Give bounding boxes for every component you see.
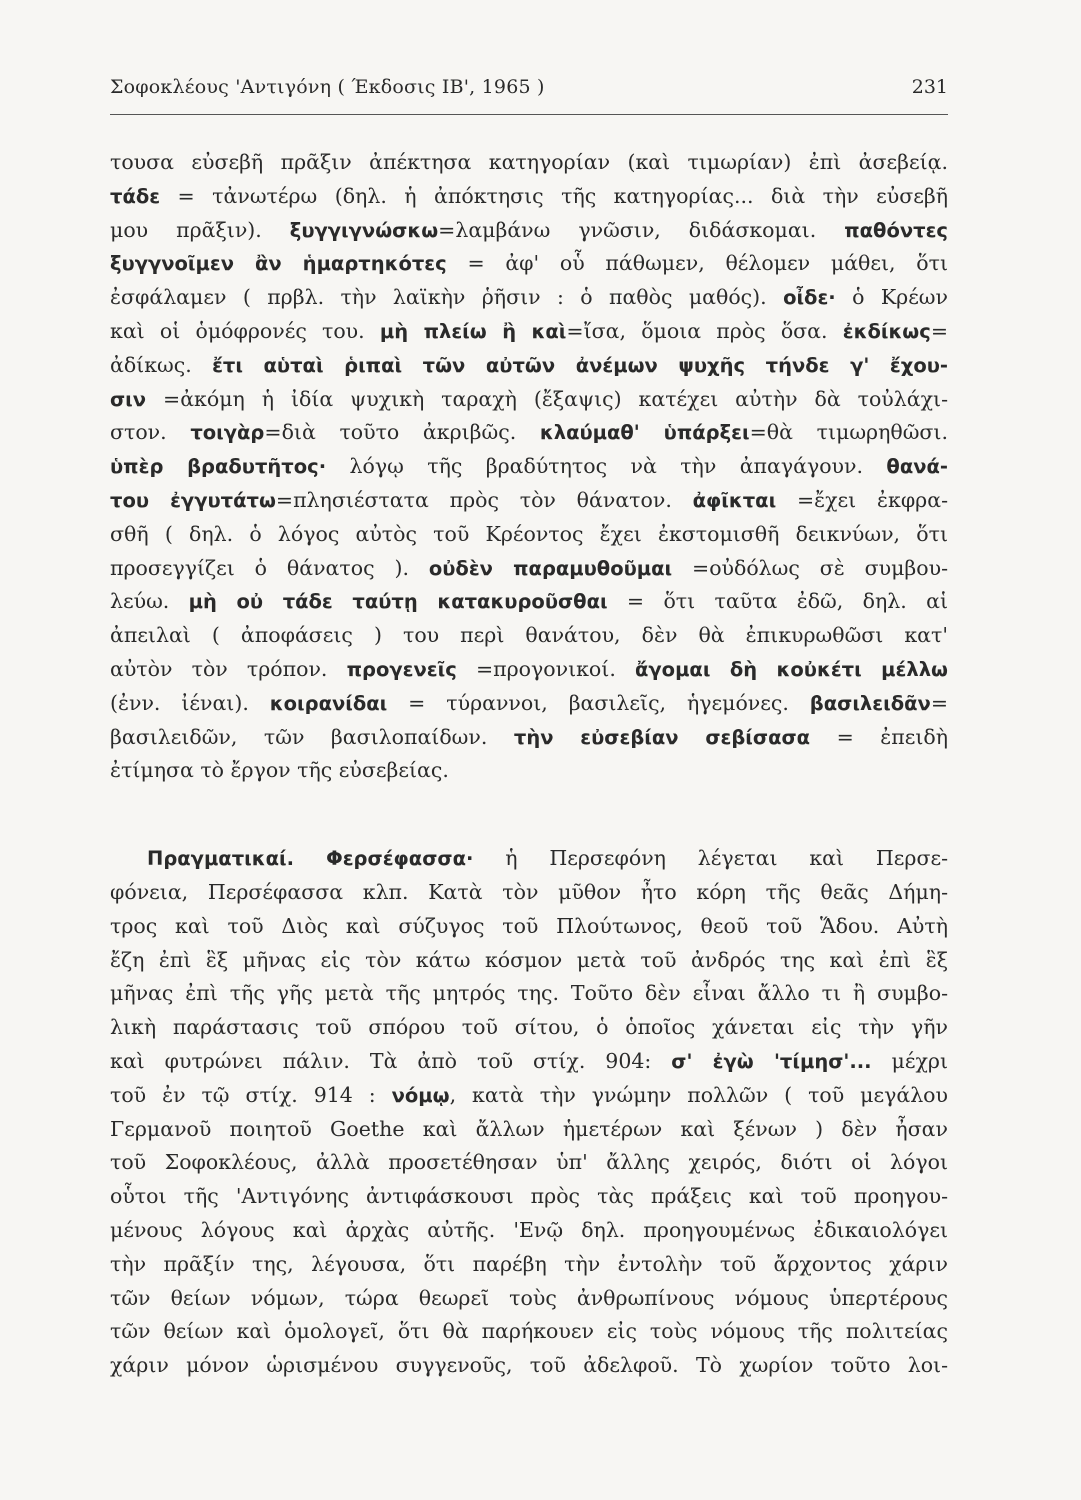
text-line	[110, 1045, 948, 1079]
gloss-text: τὴν πρᾶξίν της, λέγουσα, ὅτι παρέβη τὴν ἐντολὴν τοῦ ἄρχοντος χάριν	[110, 1251, 948, 1276]
lemma-term: τάδε	[110, 184, 161, 208]
lemma-term: ὑπὲρ βραδυτῆτος·	[110, 455, 327, 479]
lemma-term: παθόντες	[844, 218, 948, 242]
gloss-text: λεύω.	[110, 589, 189, 614]
gloss-text: =	[930, 690, 948, 715]
lemma-term: ἐκδίκως	[842, 319, 931, 343]
text-line	[110, 349, 948, 383]
text-line	[110, 1180, 948, 1214]
gloss-text: ἔζη ἐπὶ ἓξ μῆνας εἰς τὸν κάτω κόσμον μετὰ τοῦ ἀνδρός της καὶ ἐπὶ ἓξ	[110, 947, 948, 972]
text-line	[110, 1146, 948, 1180]
gloss-text: προσεγγίζει ὁ θάνατος ).	[110, 555, 429, 580]
lemma-term: μὴ πλείω ἢ καὶ	[379, 319, 567, 343]
gloss-text: =διὰ τοῦτο ἀκριβῶς.	[264, 420, 540, 445]
gloss-text: ἡ Περσεφόνη λέγεται καὶ Περσε-	[473, 846, 948, 870]
lemma-term: ἀφῖκται	[692, 488, 777, 512]
text-line	[110, 944, 948, 978]
gloss-text: μένους λόγους καὶ ἀρχὰς αὐτῆς. 'Ενῷ δηλ. προηγουμένως ἐδικαιολόγει	[110, 1217, 948, 1242]
lemma-term: ἔτι αὑταὶ ῥιπαὶ τῶν αὐτῶν ἀνέμων ψυχῆς τήνδε γ' ἔχου-	[212, 353, 948, 377]
text-line	[110, 977, 948, 1011]
gloss-text: ἐσφάλαμεν ( πρβλ. τὴν λαϊκὴν ῥῆσιν : ὁ παθὸς μαθός).	[110, 285, 784, 310]
gloss-text: οὗτοι τῆς 'Αντιγόνης ἀντιφάσκουσι πρὸς τὰς πράξεις καὶ τοῦ προηγου-	[110, 1184, 948, 1209]
lemma-term: νόμῳ	[391, 1083, 450, 1107]
text-line	[110, 1349, 948, 1383]
lemma-term: κοιρανίδαι	[269, 691, 388, 715]
text-line	[110, 214, 948, 248]
gloss-text: =λαμβάνω γνῶσιν, διδάσκομαι.	[438, 217, 845, 242]
gloss-text: τρος καὶ τοῦ Διὸς καὶ σύζυγος τοῦ Πλούτωνος, θεοῦ τοῦ Ἅδου. Αὐτὴ	[110, 913, 948, 938]
gloss-text: τοῦ Σοφοκλέους, ἀλλὰ προσετέθησαν ὑπ' ἄλλης χειρός, διότι οἱ λόγοι	[110, 1150, 948, 1175]
lemma-term: μὴ οὐ τάδε ταύτῃ κατακυροῦσθαι	[188, 590, 608, 614]
lemma-term: σιν	[110, 387, 147, 411]
gloss-text: = ἀφ' οὗ πάθωμεν, θέλομεν μάθει, ὅτι	[446, 251, 948, 276]
text-line	[110, 416, 948, 450]
text-line	[110, 1282, 948, 1316]
gloss-text: =ἔχει ἐκφρα-	[776, 487, 948, 512]
text-line	[110, 450, 948, 484]
lemma-term: οἶδε·	[783, 286, 836, 310]
lemma-term: ξυγγιγνώσκω	[289, 218, 439, 242]
text-line	[110, 876, 948, 910]
gloss-text: χάριν μόνον ὡρισμένου συγγενοῦς, τοῦ ἀδελφοῦ. Τὸ χωρίον τοῦτο λοι-	[110, 1353, 948, 1378]
text-line	[110, 1113, 948, 1147]
text-line	[110, 518, 948, 552]
text-line	[110, 180, 948, 214]
gloss-text: = τύραννοι, βασιλεῖς, ἡγεμόνες.	[387, 690, 810, 715]
gloss-text: (ἐνν. ἰέναι).	[110, 690, 270, 715]
gloss-text: , κατὰ τὴν γνώμην πολλῶν ( τοῦ μεγάλου	[449, 1082, 948, 1107]
text-line	[110, 247, 948, 281]
text-line	[110, 653, 948, 687]
gloss-text: ἐτίμησα τὸ ἔργον τῆς εὐσεβείας.	[110, 758, 449, 783]
gloss-text: =ἴσα, ὅμοια πρὸς ὅσα.	[566, 318, 843, 343]
gloss-text: ὁ Κρέων	[835, 285, 948, 310]
gloss-text: στον.	[110, 420, 191, 445]
gloss-text: τῶν θείων καὶ ὁμολογεῖ, ὅτι θὰ παρήκουεν εἰς τοὺς νόμους τῆς πολιτείας	[110, 1319, 948, 1344]
text-line	[110, 552, 948, 586]
gloss-text: Γερμανοῦ ποιητοῦ Goethe καὶ ἄλλων ἡμετέρων καὶ ξένων ) δὲν ἦσαν	[110, 1116, 948, 1141]
section-paragraph	[110, 876, 948, 1383]
text-line	[110, 754, 948, 788]
page-number: 231	[911, 76, 948, 98]
lemma-term: Πραγματικαί. Φερσέφασσα·	[147, 847, 474, 870]
gloss-text: μέχρι	[871, 1048, 948, 1073]
gloss-text: =	[930, 318, 948, 343]
lemma-term: τοιγὰρ	[190, 421, 265, 445]
gloss-text: ἀπειλαὶ ( ἀποφάσεις ) του περὶ θανάτου, δὲν θὰ ἐπικυρωθῶσι κατ'	[110, 623, 948, 648]
lemma-term: κλαύμαθ' ὑπάρξει	[539, 421, 750, 445]
gloss-text: βασιλειδῶν, τῶν βασιλοπαίδων.	[110, 724, 514, 749]
commentary-paragraph	[110, 146, 948, 788]
gloss-text: λικὴ παράστασις τοῦ σπόρου τοῦ σίτου, ὁ ὁποῖος χάνεται εἰς τὴν γῆν	[110, 1015, 948, 1040]
lemma-term: ἄγομαι δὴ κοὐκέτι μέλλω	[635, 657, 948, 681]
gloss-text: λόγῳ τῆς βραδύτητος νὰ τὴν ἀπαγάγουν.	[326, 454, 887, 479]
gloss-text: τουσα εὐσεβῆ πρᾶξιν ἀπέκτησα κατηγορίαν (καὶ τιμωρίαν) ἐπὶ ἀσεβείᾳ.	[110, 150, 948, 174]
gloss-text: = τἀνωτέρω (δηλ. ἡ ἀπόκτησις τῆς κατηγορίας... διὰ τὴν εὐσεβῆ	[160, 183, 948, 208]
gloss-text: καὶ οἱ ὁμόφρονές του.	[110, 318, 380, 343]
gloss-text: μῆνας ἐπὶ τῆς γῆς μετὰ τῆς μητρός της. Τοῦτο δὲν εἶναι ἄλλο τι ἢ συμβο-	[110, 981, 948, 1006]
gloss-text: =ἀκόμη ἡ ἰδία ψυχικὴ ταραχὴ (ἔξαψις) κατέχει αὐτὴν δὰ τοὐλάχι-	[146, 386, 948, 411]
lemma-term: θανά-	[886, 455, 948, 479]
text-line	[110, 910, 948, 944]
lemma-term: οὐδὲν παραμυθοῦμαι	[428, 556, 673, 580]
lemma-term: του ἐγγυτάτω	[110, 488, 276, 512]
lemma-term: βασιλειδᾶν	[809, 691, 931, 715]
lemma-term: προγενεῖς	[346, 657, 457, 681]
text-line	[110, 1248, 948, 1282]
gloss-text: =πλησιέστατα πρὸς τὸν θάνατον.	[275, 487, 693, 512]
gloss-text: =οὐδόλως σὲ συμβου-	[672, 555, 948, 580]
gloss-text: = ὅτι ταῦτα ἐδῶ, δηλ. αἱ	[607, 589, 948, 614]
gloss-text: σθῆ ( δηλ. ὁ λόγος αὐτὸς τοῦ Κρέοντος ἔχει ἐκστομισθῆ δεικνύων, ὅτι	[110, 521, 948, 546]
text-line	[110, 484, 948, 518]
gloss-text: μου πρᾶξιν).	[110, 217, 290, 242]
running-title: Σοφοκλέους 'Αντιγόνη ( Έκδοσις ΙΒ', 1965 )	[110, 76, 545, 98]
text-line	[110, 585, 948, 619]
text-line	[110, 721, 948, 755]
gloss-text: αὐτὸν τὸν τρόπον.	[110, 656, 347, 681]
text-line	[110, 1214, 948, 1248]
section-heading-line	[147, 842, 948, 876]
text-line	[110, 146, 948, 180]
lemma-term: σ' ἐγὼ 'τίμησ'...	[671, 1049, 872, 1073]
lemma-term: τὴν εὐσεβίαν σεβίσασα	[513, 725, 811, 749]
text-line	[110, 1011, 948, 1045]
running-header	[110, 76, 948, 115]
text-line	[110, 315, 948, 349]
text-line	[110, 1079, 948, 1113]
text-line	[110, 1315, 948, 1349]
text-line	[110, 619, 948, 653]
gloss-text: φόνεια, Περσέφασσα κλπ. Κατὰ τὸν μῦθον ἦτο κόρη τῆς θεᾶς Δήμη-	[110, 880, 948, 904]
gloss-text: =προγονικοί.	[456, 656, 635, 681]
gloss-text: = ἐπειδὴ	[810, 724, 948, 749]
gloss-text: =θὰ τιμωρηθῶσι.	[749, 420, 948, 445]
text-line	[110, 383, 948, 417]
gloss-text: ἀδίκως.	[110, 352, 213, 377]
gloss-text: τῶν θείων νόμων, τώρα θεωρεῖ τοὺς ἀνθρωπίνους νόμους ὑπερτέρους	[110, 1285, 948, 1310]
gloss-text: καὶ φυτρώνει πάλιν. Τὰ ἀπὸ τοῦ στίχ. 904:	[110, 1048, 672, 1073]
text-line	[110, 687, 948, 721]
text-line	[147, 842, 948, 876]
text-line	[110, 281, 948, 315]
gloss-text: τοῦ ἐν τῷ στίχ. 914 :	[110, 1082, 392, 1107]
lemma-term: ξυγγνοῖμεν ἂν ἡμαρτηκότες	[110, 252, 447, 276]
